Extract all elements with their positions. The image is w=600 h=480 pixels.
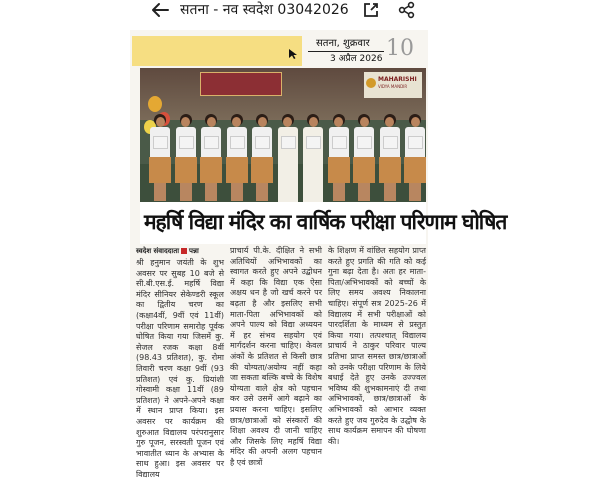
person-skirt: [379, 157, 401, 183]
person-legs: [180, 183, 192, 201]
certificate: [306, 136, 321, 149]
person-legs: [205, 183, 217, 201]
column-text: के शिक्षण में वांछित सहयोग प्राप्त करते हुए प्रगति की गति को कई गुना बढ़ा देता है। अतः हर माता-पिता/अभिभावकों को बच्चों के लिए समय अवश्य निकालना चाहिए। संपूर्ण सत्र 2025-26 में विद्यालय में सभी परीक्षाओं को पारदर्शिता के माध्यम से प्रस्तुत किया गया। तत्पश्चात् विद्यालय प्राचार्य ने ठाकुर परिवार पाल्य प्रतिभा प्राप्त समस्त छात्र/छात्राओं को उनके परीक्षा परिणाम के लिये बधाई देते हुए उनके उज्ज्वल भविष्य की शुभकामनाएं दी तथा अभिभावकों, छात्र/छात्राओं के अभिभावकों को आभार व्यक्त करते हुए जय गुरुदेव के उद्घोष के साथ कार्यक्रम समापन की घोषणा की।: [328, 246, 426, 446]
certificate: [383, 136, 398, 149]
cursor-pointer-icon: [288, 48, 298, 60]
masthead-meta: [306, 36, 428, 66]
person-skirt: [175, 157, 197, 183]
column-text: श्री हनुमान जयंती के शुभ अवसर पर सुबह 10 बजे से सी.बी.एस.ई. महर्षि विद्या मंदिर सीनियर सेकेण्डरी स्कूल का द्वितीय चरण का (कक्षा4वीं, 9वीं एवं 11वीं) परीक्षा परिणाम समारोह पूर्वक घोषित किया गया जिसमें कु. सेजल रजक कक्षा 8वीं (98.43 प्रतिशत), कु. रोमा तिवारी चरण कक्षा 9वीं (93 प्रतिशत) एवं कु. प्रियांशी गोस्वामी कक्षा 11वीं (89 प्रतिशत) ने अपने-अपने कक्षा में स्थान प्राप्त किया। इस अवसर पर कार्यक्रम की शुरुआत विद्यालय परंपरानुसार गुरु पूजन, सरस्वती पूजन एवं भावातीत ध्यान के अभ्यास के साथ हुआ। इस अवसर पर विद्यालय: [136, 258, 224, 479]
person-legs: [256, 183, 268, 201]
school-banner: [364, 72, 422, 98]
person-face: [334, 117, 343, 127]
school-logo-icon: [366, 78, 376, 88]
person-skirt: [200, 157, 222, 183]
column-text: प्राचार्य पी.के. दीक्षित ने सभी अतिथियों अभिभावकों का स्वागत करते हुए अपने उद्बोधन में कहा कि विद्या एक ऐसा अक्षय धन है जो खर्च करने पर बढ़ता है और इसलिए सभी माता-पिता अभिभावकों को अपने पाल्य को विद्या अध्ययन में हर संभव सहयोग एवं मार्गदर्शन करना चाहिए। केवल अंकों के प्रतिशत से किसी छात्र की योग्यता/अयोग्य नहीं कहा जा सकता बल्कि बच्चे के विशेष योग्यता वाले क्षेत्र को पहचान कर उसे उसमें आगे बढ़ाने का प्रयास करना चाहिए। इसलिए छात्र/छात्राओं को संस्कारों की शिक्षा अवश्य दी जानी चाहिए और जिसके लिए महर्षि विद्या मंदिर की अपनी अलग पहचान है एवं छात्रों: [230, 246, 322, 467]
article-headline: महर्षि विद्या मंदिर का वार्षिक परीक्षा परिणाम घोषित: [144, 209, 507, 234]
certificate: [357, 136, 372, 149]
certificate: [332, 136, 347, 149]
school-sub: VIDYA MANDIR: [378, 84, 408, 89]
person-legs: [333, 183, 345, 201]
masthead-strip: [130, 36, 428, 66]
person-face: [232, 117, 241, 127]
document-title: सतना - नव स्वदेश 03042026: [180, 2, 349, 18]
person-legs: [231, 183, 243, 201]
person-legs: [358, 183, 370, 201]
person-skirt: [149, 157, 171, 183]
person-face: [283, 117, 292, 127]
byline-prefix: स्वदेश संवाददाता: [136, 247, 180, 255]
person-face: [156, 117, 165, 127]
certificate: [281, 136, 296, 149]
certificate: [179, 136, 194, 149]
article-column-2: [230, 246, 322, 467]
person-legs: [154, 183, 166, 201]
divider: [308, 51, 384, 52]
person-skirt: [226, 157, 248, 183]
byline: [136, 246, 224, 256]
school-name: MAHARISHI: [378, 76, 417, 83]
article-column-3: [328, 246, 426, 446]
highlight-band: [132, 36, 302, 66]
person-face: [360, 117, 369, 127]
person-skirt: [328, 157, 350, 183]
person-skirt: [404, 157, 426, 183]
certificate: [408, 136, 423, 149]
balloon-icon: [148, 96, 162, 112]
newspaper-page[interactable]: [130, 30, 507, 479]
news-photo: [140, 68, 426, 202]
certificate: [204, 136, 219, 149]
share-icon[interactable]: [398, 1, 416, 19]
person-face: [309, 117, 318, 127]
headline-box: [140, 202, 507, 244]
app-bar: [0, 0, 600, 22]
byline-city: पन्ना: [189, 247, 199, 255]
city-day: सतना, शुक्रवार: [316, 38, 370, 49]
person-skirt: [251, 157, 273, 183]
person-face: [207, 117, 216, 127]
page-number: 10: [386, 36, 414, 61]
person-skirt: [353, 157, 375, 183]
certificate: [153, 136, 168, 149]
person-legs: [409, 183, 421, 201]
person-face: [181, 117, 190, 127]
person-face: [385, 117, 394, 127]
person-legs: [384, 183, 396, 201]
bullet-icon: [181, 248, 187, 254]
person-face: [258, 117, 267, 127]
open-external-icon[interactable]: [362, 1, 380, 19]
stage-banner: [200, 72, 282, 96]
edition-date: 3 अप्रैल 2026: [330, 54, 383, 64]
certificate: [230, 136, 245, 149]
person-face: [411, 117, 420, 127]
certificate: [255, 136, 270, 149]
arrow-left-icon[interactable]: [150, 1, 170, 19]
article-column-1: [136, 246, 224, 479]
